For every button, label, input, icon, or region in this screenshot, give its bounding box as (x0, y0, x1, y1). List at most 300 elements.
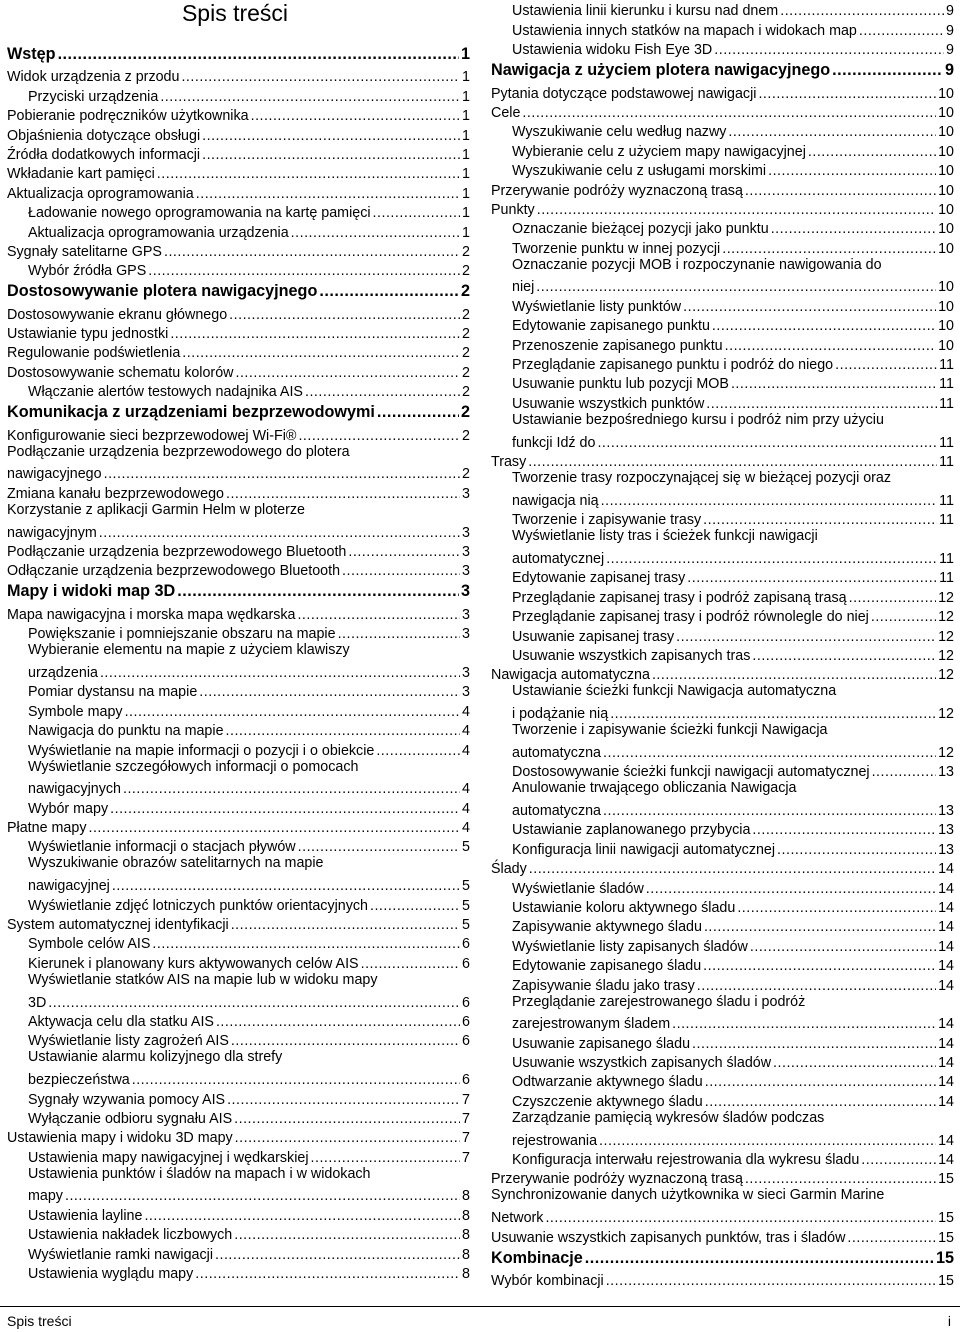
toc-page-number: 2 (462, 364, 470, 381)
dot-leader (338, 626, 460, 642)
toc-heading[interactable] (491, 1246, 954, 1268)
toc-entry-label-continuation: mapy (28, 1188, 63, 1205)
toc-entry[interactable] (491, 0, 954, 19)
toc-entry[interactable] (491, 19, 954, 38)
toc-page-number: 3 (462, 485, 470, 502)
dot-leader (216, 1014, 460, 1030)
toc-entry[interactable] (491, 1110, 954, 1149)
toc-entry[interactable] (7, 759, 470, 798)
dot-leader (847, 1230, 936, 1246)
toc-page-number: 10 (938, 104, 954, 121)
dot-leader (714, 42, 944, 58)
toc-entry-label: Odtwarzanie aktywnego śladu (512, 1074, 703, 1091)
toc-entry-label: Symbole mapy (28, 703, 123, 720)
toc-entry-label: Widok urządzenia z przodu (7, 69, 180, 86)
toc-page-number: 10 (938, 163, 954, 180)
dot-leader (712, 318, 936, 334)
dot-leader (777, 842, 936, 858)
dot-leader (859, 23, 944, 39)
toc-entry[interactable] (491, 509, 954, 528)
toc-entry[interactable] (7, 541, 470, 560)
dot-leader (231, 917, 460, 933)
toc-entry[interactable] (491, 567, 954, 586)
dot-leader (599, 1133, 936, 1149)
dot-leader (703, 958, 936, 974)
dot-leader (48, 995, 460, 1011)
toc-entry[interactable] (491, 82, 954, 101)
toc-entry-label: Zapisywanie aktywnego śladu (512, 919, 702, 936)
dot-leader (58, 45, 459, 64)
toc-entry[interactable] (7, 642, 470, 681)
toc-entry[interactable] (7, 144, 470, 163)
toc-entry-label-continuation: urządzenia (28, 664, 98, 681)
toc-entry[interactable] (491, 528, 954, 567)
toc-entry[interactable] (7, 720, 470, 739)
dot-leader (849, 590, 937, 606)
toc-page-number: 3 (462, 563, 470, 580)
toc-entry-label: Usuwanie wszystkich zapisanych tras (512, 647, 751, 664)
toc-page-number: 15 (938, 1171, 954, 1188)
toc-entry[interactable] (491, 819, 954, 838)
toc-entry[interactable] (7, 1263, 470, 1282)
toc-entry-label: Wyświetlanie informacji o stacjach pływów (28, 839, 296, 856)
toc-entry[interactable] (7, 700, 470, 719)
toc-entry[interactable] (491, 199, 954, 218)
dot-leader (697, 978, 936, 994)
toc-entry[interactable] (491, 722, 954, 761)
toc-entry[interactable] (7, 323, 470, 342)
toc-entry-label-continuation: nawigacyjnym (7, 524, 97, 541)
toc-entry[interactable] (7, 933, 470, 952)
dot-leader (373, 205, 461, 221)
toc-page-number: 2 (462, 243, 470, 260)
dot-leader (298, 428, 460, 444)
dot-leader (170, 326, 460, 342)
toc-entry-label: Wyświetlanie listy punktów (512, 298, 682, 315)
dot-leader (692, 1036, 936, 1052)
toc-entry[interactable] (491, 39, 954, 58)
toc-page-number: 12 (938, 744, 954, 761)
footer-rule (0, 1306, 960, 1307)
dot-leader (231, 1033, 460, 1049)
dot-leader (597, 435, 937, 451)
toc-entry[interactable] (491, 160, 954, 179)
toc-entry[interactable] (7, 105, 470, 124)
toc-page-number: 5 (462, 897, 470, 914)
page-title: Spis treści (181, 0, 289, 26)
toc-entry-label: Synchronizowanie danych użytkownika w sieci Garmin Marine (491, 1187, 885, 1204)
toc-page-number: 8 (462, 1207, 470, 1224)
toc-entry[interactable] (491, 974, 954, 993)
toc-page-number: 10 (938, 201, 954, 218)
toc-entry[interactable] (7, 560, 470, 579)
toc-page-number: 1 (462, 146, 470, 163)
dot-leader (676, 629, 936, 645)
toc-entry[interactable] (7, 836, 470, 855)
dot-leader (152, 936, 460, 952)
toc-entry-label: Źródła dodatkowych informacji (7, 146, 201, 163)
dot-leader (646, 881, 936, 897)
toc-entry-label: Ustawienia mapy nawigacyjnej i wędkarskiej (28, 1149, 309, 1166)
toc-entry-label-continuation: funkcji Idź do (512, 434, 596, 451)
toc-page-number: 14 (938, 1055, 954, 1072)
toc-entry[interactable] (7, 502, 470, 541)
toc-page-number: 4 (462, 820, 470, 837)
dot-leader (808, 144, 936, 160)
toc-entry-label-continuation: nawigacyjnych (28, 781, 121, 798)
toc-entry[interactable] (491, 761, 954, 780)
toc-entry[interactable] (491, 1090, 954, 1109)
toc-entry[interactable] (7, 381, 470, 400)
toc-entry-label: Oznaczanie pozycji MOB i rozpoczynanie nawigowania do (512, 256, 882, 273)
dot-leader (705, 1074, 936, 1090)
dot-leader (305, 384, 460, 400)
dot-leader (234, 1227, 460, 1243)
toc-entry-label: Pobieranie podręczników użytkownika (7, 108, 249, 125)
toc-page-number: 9 (946, 42, 954, 59)
dot-leader (235, 365, 460, 381)
toc-page-number: 12 (938, 667, 954, 684)
dot-leader (226, 723, 461, 739)
toc-entry-label: Wkładanie kart pamięci (7, 166, 155, 183)
toc-heading[interactable] (7, 279, 470, 301)
dot-leader (125, 704, 460, 720)
toc-entry[interactable] (491, 1226, 954, 1245)
toc-page-number: 9 (946, 3, 954, 20)
toc-entry-label: Nawigacja z użyciem plotera nawigacyjnego (491, 61, 831, 80)
toc-entry[interactable] (491, 315, 954, 334)
toc-entry-label-continuation: bezpieczeństwa (28, 1072, 130, 1089)
dot-leader (704, 919, 936, 935)
toc-entry-label: Objaśnienia dotyczące obsługi (7, 127, 201, 144)
toc-entry[interactable] (7, 797, 470, 816)
dot-leader (148, 263, 460, 279)
toc-entry[interactable] (491, 1187, 954, 1226)
dot-leader (112, 878, 460, 894)
toc-entry[interactable] (7, 603, 470, 622)
toc-entry-label: Ustawianie ścieżki funkcji Nawigacja automatyczna (512, 683, 837, 700)
toc-page-number: 6 (462, 955, 470, 972)
dot-leader (610, 706, 936, 722)
dot-leader (291, 225, 460, 241)
dot-leader (99, 525, 460, 541)
dot-leader (703, 512, 937, 528)
dot-leader (722, 241, 936, 257)
toc-entry-label-continuation: automatyczna (512, 803, 602, 820)
toc-entry[interactable] (7, 424, 470, 443)
toc-entry[interactable] (7, 482, 470, 501)
toc-entry[interactable] (7, 260, 470, 279)
toc-entry[interactable] (7, 342, 470, 361)
toc-entry[interactable] (491, 237, 954, 256)
toc-entry[interactable] (491, 1149, 954, 1168)
toc-entry-label: Ładowanie nowego oprogramowania na kartę pamięci (28, 205, 371, 222)
toc-entry[interactable] (7, 303, 470, 322)
toc-page-number: 4 (462, 703, 470, 720)
toc-heading[interactable] (7, 400, 470, 422)
toc-entry[interactable] (491, 897, 954, 916)
toc-page-number: 11 (939, 570, 954, 587)
dot-leader (731, 376, 937, 392)
dot-leader (706, 396, 937, 412)
toc-page-number: 2 (462, 427, 470, 444)
toc-entry[interactable] (7, 855, 470, 894)
toc-entry[interactable] (491, 179, 954, 198)
dot-leader (100, 665, 460, 681)
dot-leader (652, 667, 936, 683)
toc-entry-label: Wyświetlanie śladów (512, 880, 644, 897)
toc-page-number: 15 (935, 1248, 954, 1267)
toc-page-number: 6 (462, 936, 470, 953)
toc-page-number: 10 (938, 337, 954, 354)
toc-entry[interactable] (7, 1088, 470, 1107)
toc-entry[interactable] (491, 877, 954, 896)
toc-entry-label: Ustawienia innych statków na mapach i widokach map (512, 22, 857, 39)
toc-entry-label: Sygnały satelitarne GPS (7, 243, 162, 260)
toc-entry[interactable] (7, 1011, 470, 1030)
toc-entry-label: Usuwanie wszystkich punktów (512, 395, 705, 412)
toc-page-number: 6 (462, 1033, 470, 1050)
toc-entry-label: Wyszukiwanie celu z usługami morskimi (512, 163, 767, 180)
toc-entry-label-continuation: niej (512, 279, 535, 296)
toc-entry[interactable] (7, 1127, 470, 1146)
toc-entry-label: Ustawienia mapy i widoku 3D mapy (7, 1130, 233, 1147)
toc-entry-label: Czyszczenie aktywnego śladu (512, 1093, 703, 1110)
toc-entry[interactable] (7, 66, 470, 85)
toc-entry-label: Usuwanie wszystkich zapisanych śladów (512, 1055, 772, 1072)
toc-entry[interactable] (7, 914, 470, 933)
toc-entry[interactable] (7, 681, 470, 700)
dot-leader (871, 609, 936, 625)
dot-leader (182, 345, 460, 361)
toc-entry[interactable] (491, 412, 954, 451)
toc-entry[interactable] (7, 817, 470, 836)
toc-page-number: 14 (938, 1035, 954, 1052)
toc-entry-label: Trasy (491, 453, 527, 470)
toc-entry[interactable] (7, 1146, 470, 1165)
toc-entry[interactable] (7, 241, 470, 260)
toc-page-number: 1 (462, 88, 470, 105)
toc-entry[interactable] (7, 1108, 470, 1127)
dot-leader (528, 454, 937, 470)
dot-leader (234, 1111, 460, 1127)
toc-page-number: 11 (939, 357, 954, 374)
toc-entry-label: Odłączanie urządzenia bezprzewodowego Bluetooth (7, 563, 341, 580)
toc-entry[interactable] (491, 392, 954, 411)
toc-entry-label: Przerywanie podróży wyznaczoną trasą (491, 182, 743, 199)
toc-entry-label: Powiększanie i pomniejszanie obszaru na mapie (28, 626, 336, 643)
dot-leader (725, 338, 936, 354)
toc-entry[interactable] (491, 218, 954, 237)
toc-page-number: 14 (938, 861, 954, 878)
toc-page-number: 6 (462, 1013, 470, 1030)
toc-entry-label: Mapy i widoki map 3D (7, 582, 176, 601)
toc-entry[interactable] (491, 916, 954, 935)
toc-entry[interactable] (491, 354, 954, 373)
toc-page-number: 14 (938, 880, 954, 897)
toc-entry[interactable] (491, 586, 954, 605)
toc-entry[interactable] (7, 361, 470, 380)
toc-entry-label: Ustawianie typu jednostki (7, 326, 169, 343)
toc-entry-label: Konfiguracja interwału rejestrowania dla wykresu śladu (512, 1152, 860, 1169)
toc-entry-label-continuation: automatycznej (512, 550, 605, 567)
toc-entry-label: Edytowanie zapisanej trasy (512, 570, 686, 587)
toc-entry[interactable] (491, 334, 954, 353)
toc-entry-label: Nawigacja do punktu na mapie (28, 723, 224, 740)
toc-entry[interactable] (7, 1204, 470, 1223)
toc-entry-label: Dostosowywanie ścieżki funkcji nawigacji automatycznej (512, 764, 870, 781)
toc-entry-label: Dostosowywanie plotera nawigacyjnego (7, 282, 318, 301)
toc-entry[interactable] (7, 623, 470, 642)
toc-heading[interactable] (7, 42, 470, 64)
toc-entry-label: Konfigurowanie sieci bezprzewodowej Wi‑Fi® (7, 427, 297, 444)
toc-page-number: 1 (462, 205, 470, 222)
toc-entry[interactable] (491, 858, 954, 877)
toc-entry[interactable] (491, 295, 954, 314)
toc-entry[interactable] (7, 182, 470, 201)
toc-page-number: 9 (944, 61, 954, 80)
dot-leader (585, 1249, 934, 1268)
toc-entry[interactable] (491, 664, 954, 683)
toc-entry[interactable] (491, 645, 954, 664)
toc-entry-label: Wyświetlanie listy zapisanych śladów (512, 938, 748, 955)
toc-entry[interactable] (7, 1243, 470, 1262)
toc-entry[interactable] (7, 972, 470, 1011)
toc-entry-label: Płatne mapy (7, 820, 87, 837)
dot-leader (687, 570, 937, 586)
toc-page-number: 5 (462, 878, 470, 895)
dot-leader (606, 551, 937, 567)
dot-leader (606, 1273, 936, 1289)
toc-entry-label: Zmiana kanału bezprzewodowego (7, 485, 224, 502)
dot-leader (226, 486, 460, 502)
dot-leader (196, 186, 460, 202)
toc-page-number: 2 (462, 263, 470, 280)
toc-entry[interactable] (491, 257, 954, 296)
toc-entry-label: Ślady (491, 861, 527, 878)
dot-leader (348, 544, 460, 560)
toc-entry[interactable] (7, 1049, 470, 1088)
toc-entry[interactable] (7, 221, 470, 240)
dot-leader (750, 939, 936, 955)
dot-leader (683, 299, 936, 315)
footer-page-number: i (947, 1313, 951, 1329)
toc-heading[interactable] (491, 58, 954, 80)
toc-entry[interactable] (491, 606, 954, 625)
toc-entry-label: Regulowanie podświetlenia (7, 345, 181, 362)
toc-page-number: 10 (938, 221, 954, 238)
toc-entry[interactable] (491, 373, 954, 392)
toc-entry[interactable] (7, 1166, 470, 1205)
toc-page-number: 1 (462, 108, 470, 125)
toc-entry-label-continuation: nawigacja nią (512, 492, 599, 509)
toc-page-number: 14 (938, 1016, 954, 1033)
toc-entry-label: Anulowanie trwającego obliczania Nawigacja (512, 780, 797, 797)
toc-entry-label: Wyświetlanie zdjęć lotniczych punktów orientacyjnych (28, 897, 368, 914)
toc-entry[interactable] (491, 451, 954, 470)
dot-leader (745, 183, 936, 199)
dot-leader (771, 221, 936, 237)
dot-leader (758, 86, 936, 102)
dot-leader (522, 105, 936, 121)
toc-entry-label: Mapa nawigacyjna i morska mapa wędkarska (7, 606, 296, 623)
toc-entry[interactable] (7, 163, 470, 182)
toc-page-number: 12 (938, 706, 954, 723)
toc-page-number: 14 (938, 1132, 954, 1149)
toc-entry[interactable] (491, 1168, 954, 1187)
toc-entry-label: Aktualizacja oprogramowania (7, 185, 194, 202)
toc-entry-label: Tworzenie i zapisywanie trasy (512, 512, 702, 529)
toc-entry[interactable] (491, 780, 954, 819)
dot-leader (545, 1210, 936, 1226)
toc-entry[interactable] (491, 935, 954, 954)
toc-entry[interactable] (491, 955, 954, 974)
toc-entry-label: Cele (491, 104, 521, 121)
toc-entry-label: Przenoszenie zapisanego punktu (512, 337, 723, 354)
toc-entry[interactable] (491, 1032, 954, 1051)
toc-entry[interactable] (491, 994, 954, 1033)
toc-page-number: 8 (462, 1188, 470, 1205)
dot-leader (745, 1171, 936, 1187)
toc-entry-label: Symbole celów AIS (28, 936, 151, 953)
toc-entry[interactable] (491, 1071, 954, 1090)
toc-entry-label: Ustawienia layline (28, 1207, 143, 1224)
dot-leader (311, 1150, 461, 1166)
dot-leader (536, 279, 936, 295)
toc-entry-label-continuation: Network (491, 1210, 544, 1227)
toc-entry[interactable] (7, 894, 470, 913)
toc-entry[interactable] (7, 1224, 470, 1243)
toc-page-number: 2 (462, 466, 470, 483)
toc-page-number: 1 (462, 69, 470, 86)
toc-entry-label: Wyświetlanie statków AIS na mapie lub w widoku mapy (28, 971, 378, 988)
toc-entry[interactable] (7, 85, 470, 104)
toc-entry-label: Usuwanie zapisanej trasy (512, 628, 675, 645)
toc-page-number: 6 (462, 994, 470, 1011)
toc-entry[interactable] (7, 202, 470, 221)
toc-entry[interactable] (7, 1030, 470, 1049)
toc-page-number: 3 (460, 582, 470, 601)
toc-heading[interactable] (7, 579, 470, 601)
toc-entry[interactable] (491, 1270, 954, 1289)
toc-entry-label: Przeglądanie zarejestrowanego śladu i podróż (512, 993, 806, 1010)
toc-entry[interactable] (7, 124, 470, 143)
toc-entry-label: Ustawianie alarmu kolizyjnego dla strefy (28, 1049, 283, 1066)
toc-page-number: 1 (462, 185, 470, 202)
toc-entry[interactable] (491, 121, 954, 140)
toc-entry[interactable] (491, 470, 954, 509)
dot-leader (110, 801, 460, 817)
dot-leader (227, 1092, 460, 1108)
toc-entry[interactable] (7, 444, 470, 483)
toc-entry[interactable] (491, 683, 954, 722)
toc-entry[interactable] (491, 625, 954, 644)
toc-entry[interactable] (491, 838, 954, 857)
dot-leader (65, 1188, 460, 1204)
toc-entry[interactable] (491, 140, 954, 159)
toc-entry[interactable] (7, 739, 470, 758)
toc-entry-label: Przyciski urządzenia (28, 88, 159, 105)
toc-entry[interactable] (7, 952, 470, 971)
toc-entry-label: Nawigacja automatyczna (491, 667, 650, 684)
toc-page-number: 3 (462, 524, 470, 541)
toc-entry-label: Zarządzanie pamięcią wykresów śladów podczas (512, 1109, 825, 1126)
toc-entry-label: Wstęp (7, 45, 56, 63)
toc-entry[interactable] (491, 1052, 954, 1071)
toc-entry-label: Ustawienia punktów i śladów na mapach i w widokach (28, 1165, 371, 1182)
toc-entry[interactable] (491, 102, 954, 121)
toc-page-number: 10 (938, 279, 954, 296)
